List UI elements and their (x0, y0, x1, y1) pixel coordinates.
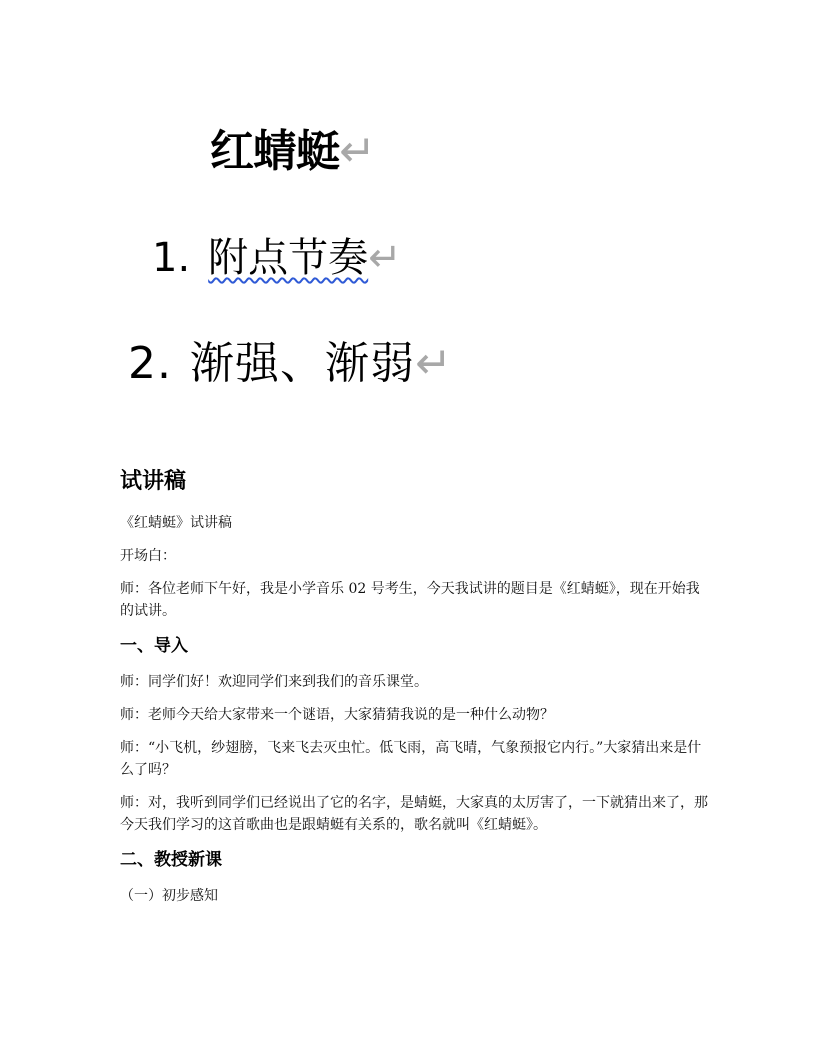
paragraph-mark-icon: ↵ (368, 235, 402, 281)
paragraph: 师：对，我听到同学们已经说出了它的名字，是蜻蜓，大家真的太厉害了，一下就猜出来了，那今天我们学习的这首歌曲也是跟蜻蜓有关系的，歌名就叫《红蜻蜓》。 (120, 795, 708, 833)
opening-label: 开场白： (120, 548, 176, 564)
song-title: 红蜻蜓↵ (210, 126, 375, 177)
opening-paragraph: 师：各位老师下午好，我是小学音乐 02 号考生，今天我试讲的题目是《红蜻蜓》，现在开始我的试讲。 (120, 581, 700, 619)
paragraph-mark-icon: ↵ (339, 126, 375, 177)
point-2 (128, 338, 453, 389)
paragraph-mark-icon: ↵ (414, 338, 453, 389)
doc-title: 《红蜻蜓》试讲稿 (120, 515, 232, 531)
point-1-number: 1. (152, 235, 191, 281)
point-2-text: 渐强、渐弱 (189, 338, 415, 389)
paragraph: 师：老师今天给大家带来一个谜语，大家猜猜我说的是一种什么动物？ (120, 707, 554, 723)
point-1 (152, 235, 402, 281)
paragraph: 师：“小飞机，纱翅膀，飞来飞去灭虫忙。低飞雨，高飞晴，气象预报它内行。”大家猜出来是什么了吗？ (120, 740, 702, 778)
section-heading-new-lesson: 二、教授新课 (120, 850, 222, 870)
blackboard-image (0, 0, 816, 420)
lecture-script (120, 464, 710, 918)
point-2-number: 2. (128, 338, 172, 389)
page-title: 试讲稿 (120, 469, 187, 494)
subsection-heading: （一）初步感知 (120, 888, 218, 904)
paragraph: 师：同学们好！欢迎同学们来到我们的音乐课堂。 (120, 674, 428, 690)
section-heading-intro: 一、导入 (120, 636, 188, 656)
point-1-text: 附点节奏 (208, 235, 369, 281)
